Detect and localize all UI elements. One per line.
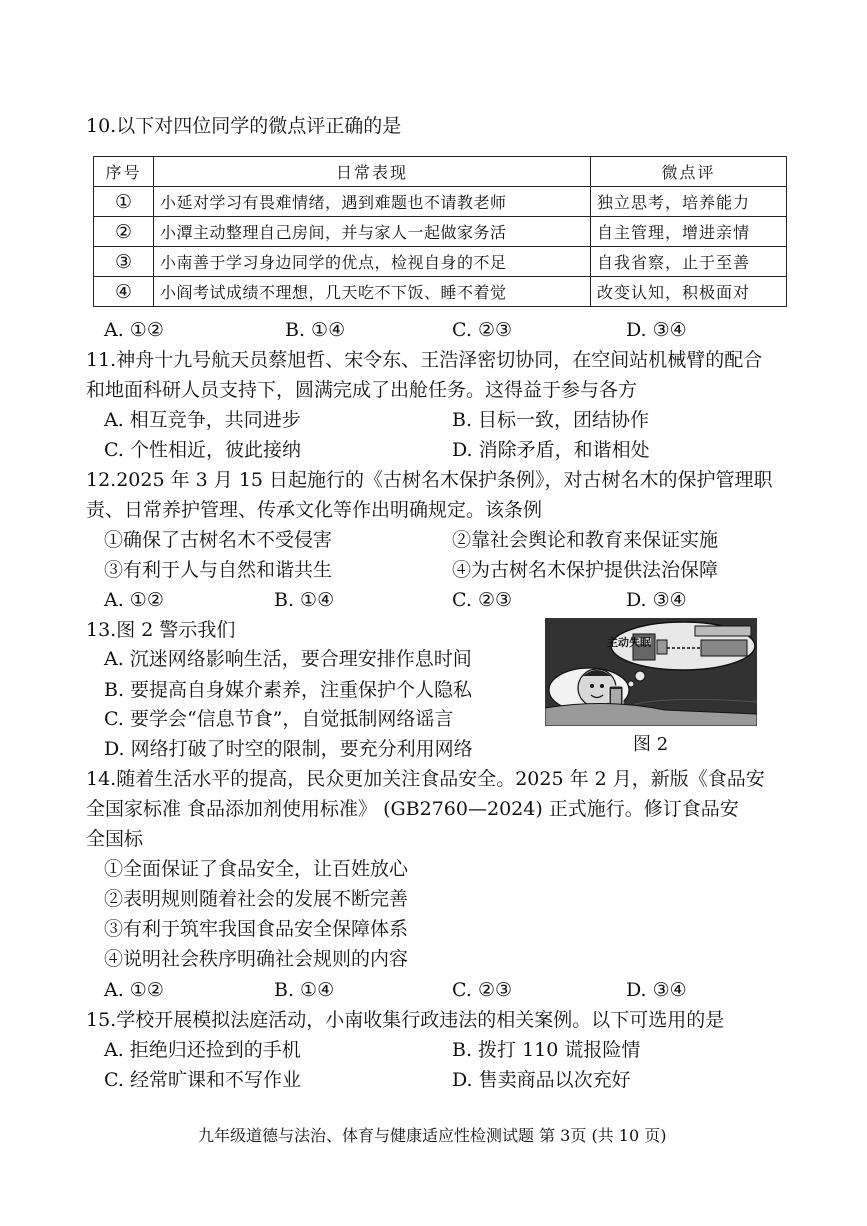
q14-statement-4: ④说明社会秩序明确社会规则的内容 — [104, 948, 409, 970]
q13-option-c: C. 要学会“信息节食”，自觉抵制网络谣言 — [104, 708, 454, 730]
table-row — [94, 277, 787, 307]
q10-stem: 10.以下对四位同学的微点评正确的是 — [86, 115, 402, 137]
table-cell: ② — [94, 217, 154, 247]
q13-option-d: D. 网络打破了时空的限制，要充分利用网络 — [104, 738, 473, 760]
q11-option-b: B. 目标一致，团结协作 — [452, 409, 650, 431]
q12-statement-3: ③有利于人与自然和谐共生 — [104, 559, 333, 581]
table-cell: 改变认知，积极面对 — [591, 277, 787, 307]
q12-statement-4: ④为古树名木保护提供法治保障 — [452, 559, 719, 581]
q15-stem: 15.学校开展模拟法庭活动，小南收集行政违法的相关案例。以下可选用的是 — [86, 1009, 725, 1031]
q15-option-c: C. 经常旷课和不写作业 — [104, 1069, 301, 1091]
q13-option-a: A. 沉迷网络影响生活，要合理安排作息时间 — [104, 648, 472, 670]
q11-option-a: A. 相互竞争，共同进步 — [104, 409, 301, 431]
q12-option-a: A. ①② — [104, 589, 164, 611]
q11-option-d: D. 消除矛盾，和谐相处 — [452, 439, 650, 461]
table-cell: 小阎考试成绩不理想，几天吃不下饭、睡不着觉 — [154, 277, 591, 307]
q12-option-d: D. ③④ — [626, 589, 687, 611]
table-row — [94, 187, 787, 217]
q14-option-c: C. ②③ — [452, 979, 513, 1001]
q14-statement-1: ①全面保证了食品安全，让百姓放心 — [104, 858, 409, 880]
table-row — [94, 247, 787, 277]
q15-option-a: A. 拒绝归还捡到的手机 — [104, 1039, 301, 1061]
q10-option-d: D. ③④ — [626, 319, 687, 341]
table-header: 微点评 — [591, 157, 787, 187]
table-cell: ④ — [94, 277, 154, 307]
q14-option-b: B. ①④ — [274, 979, 335, 1001]
figure-2-cartoon — [545, 618, 757, 726]
table-cell: 小南善于学习身边同学的优点，检视自身的不足 — [154, 247, 591, 277]
table-cell: 小延对学习有畏难情绪，遇到难题也不请教老师 — [154, 187, 591, 217]
q12-stem-line1: 12.2025 年 3 月 15 日起施行的《古树名木保护条例》，对古树名木的保护管理职 — [86, 469, 773, 491]
q12-option-c: C. ②③ — [452, 589, 513, 611]
table-cell: 自主管理，增进亲情 — [591, 217, 787, 247]
table-cell: ① — [94, 187, 154, 217]
q11-option-c: C. 个性相近，彼此接纳 — [104, 439, 301, 461]
q12-stem-line2: 责、日常养护管理、传承文化等作出明确规定。该条例 — [86, 499, 543, 521]
q10-option-a: A. ①② — [104, 319, 164, 341]
q14-stem-line3: 全国标 — [86, 828, 144, 850]
q11-stem-line1: 11.神舟十九号航天员蔡旭哲、宋令东、王浩泽密切协同，在空间站机械臂的配合 — [86, 349, 763, 371]
q15-option-b: B. 拨打 110 谎报险情 — [452, 1039, 641, 1061]
table-cell: 自我省察，止于至善 — [591, 247, 787, 277]
figure-caption: 图 2 — [633, 734, 669, 755]
q10-option-b: B. ①④ — [285, 319, 346, 341]
q14-statement-2: ②表明规则随着社会的发展不断完善 — [104, 888, 409, 910]
q10-table — [93, 156, 787, 307]
q14-stem-line2: 全国家标准 食品添加剂使用标准》 (GB2760—2024) 正式施行。修订食品安 — [86, 798, 739, 820]
q13-stem: 13.图 2 警示我们 — [86, 619, 236, 641]
table-cell: 小潭主动整理自己房间，并与家人一起做家务活 — [154, 217, 591, 247]
q12-statement-2: ②靠社会舆论和教育来保证实施 — [452, 529, 719, 551]
figure-bubble-text: 主动失眠 — [607, 636, 651, 649]
page-footer: 九年级道德与法治、体育与健康适应性检测试题 第 3页 (共 10 页) — [198, 1126, 667, 1145]
q14-option-d: D. ③④ — [626, 979, 687, 1001]
table-header-row — [94, 157, 787, 187]
table-header: 序号 — [94, 157, 154, 187]
q14-statement-3: ③有利于筑牢我国食品安全保障体系 — [104, 918, 409, 940]
q11-stem-line2: 和地面科研人员支持下，圆满完成了出舱任务。这得益于参与各方 — [86, 379, 638, 401]
table-cell: ③ — [94, 247, 154, 277]
q15-option-d: D. 售卖商品以次充好 — [452, 1069, 631, 1091]
q13-option-b: B. 要提高自身媒介素养，注重保护个人隐私 — [104, 679, 473, 701]
table-header: 日常表现 — [154, 157, 591, 187]
q14-stem-line1: 14.随着生活水平的提高，民众更加关注食品安全。2025 年 2 月，新版《食品安 — [86, 768, 765, 790]
q10-option-c: C. ②③ — [452, 319, 513, 341]
table-row — [94, 217, 787, 247]
q14-option-a: A. ①② — [104, 979, 164, 1001]
table-cell: 独立思考，培养能力 — [591, 187, 787, 217]
cartoon-illustration — [545, 618, 757, 726]
q12-option-b: B. ①④ — [274, 589, 335, 611]
q12-statement-1: ①确保了古树名木不受侵害 — [104, 529, 333, 551]
